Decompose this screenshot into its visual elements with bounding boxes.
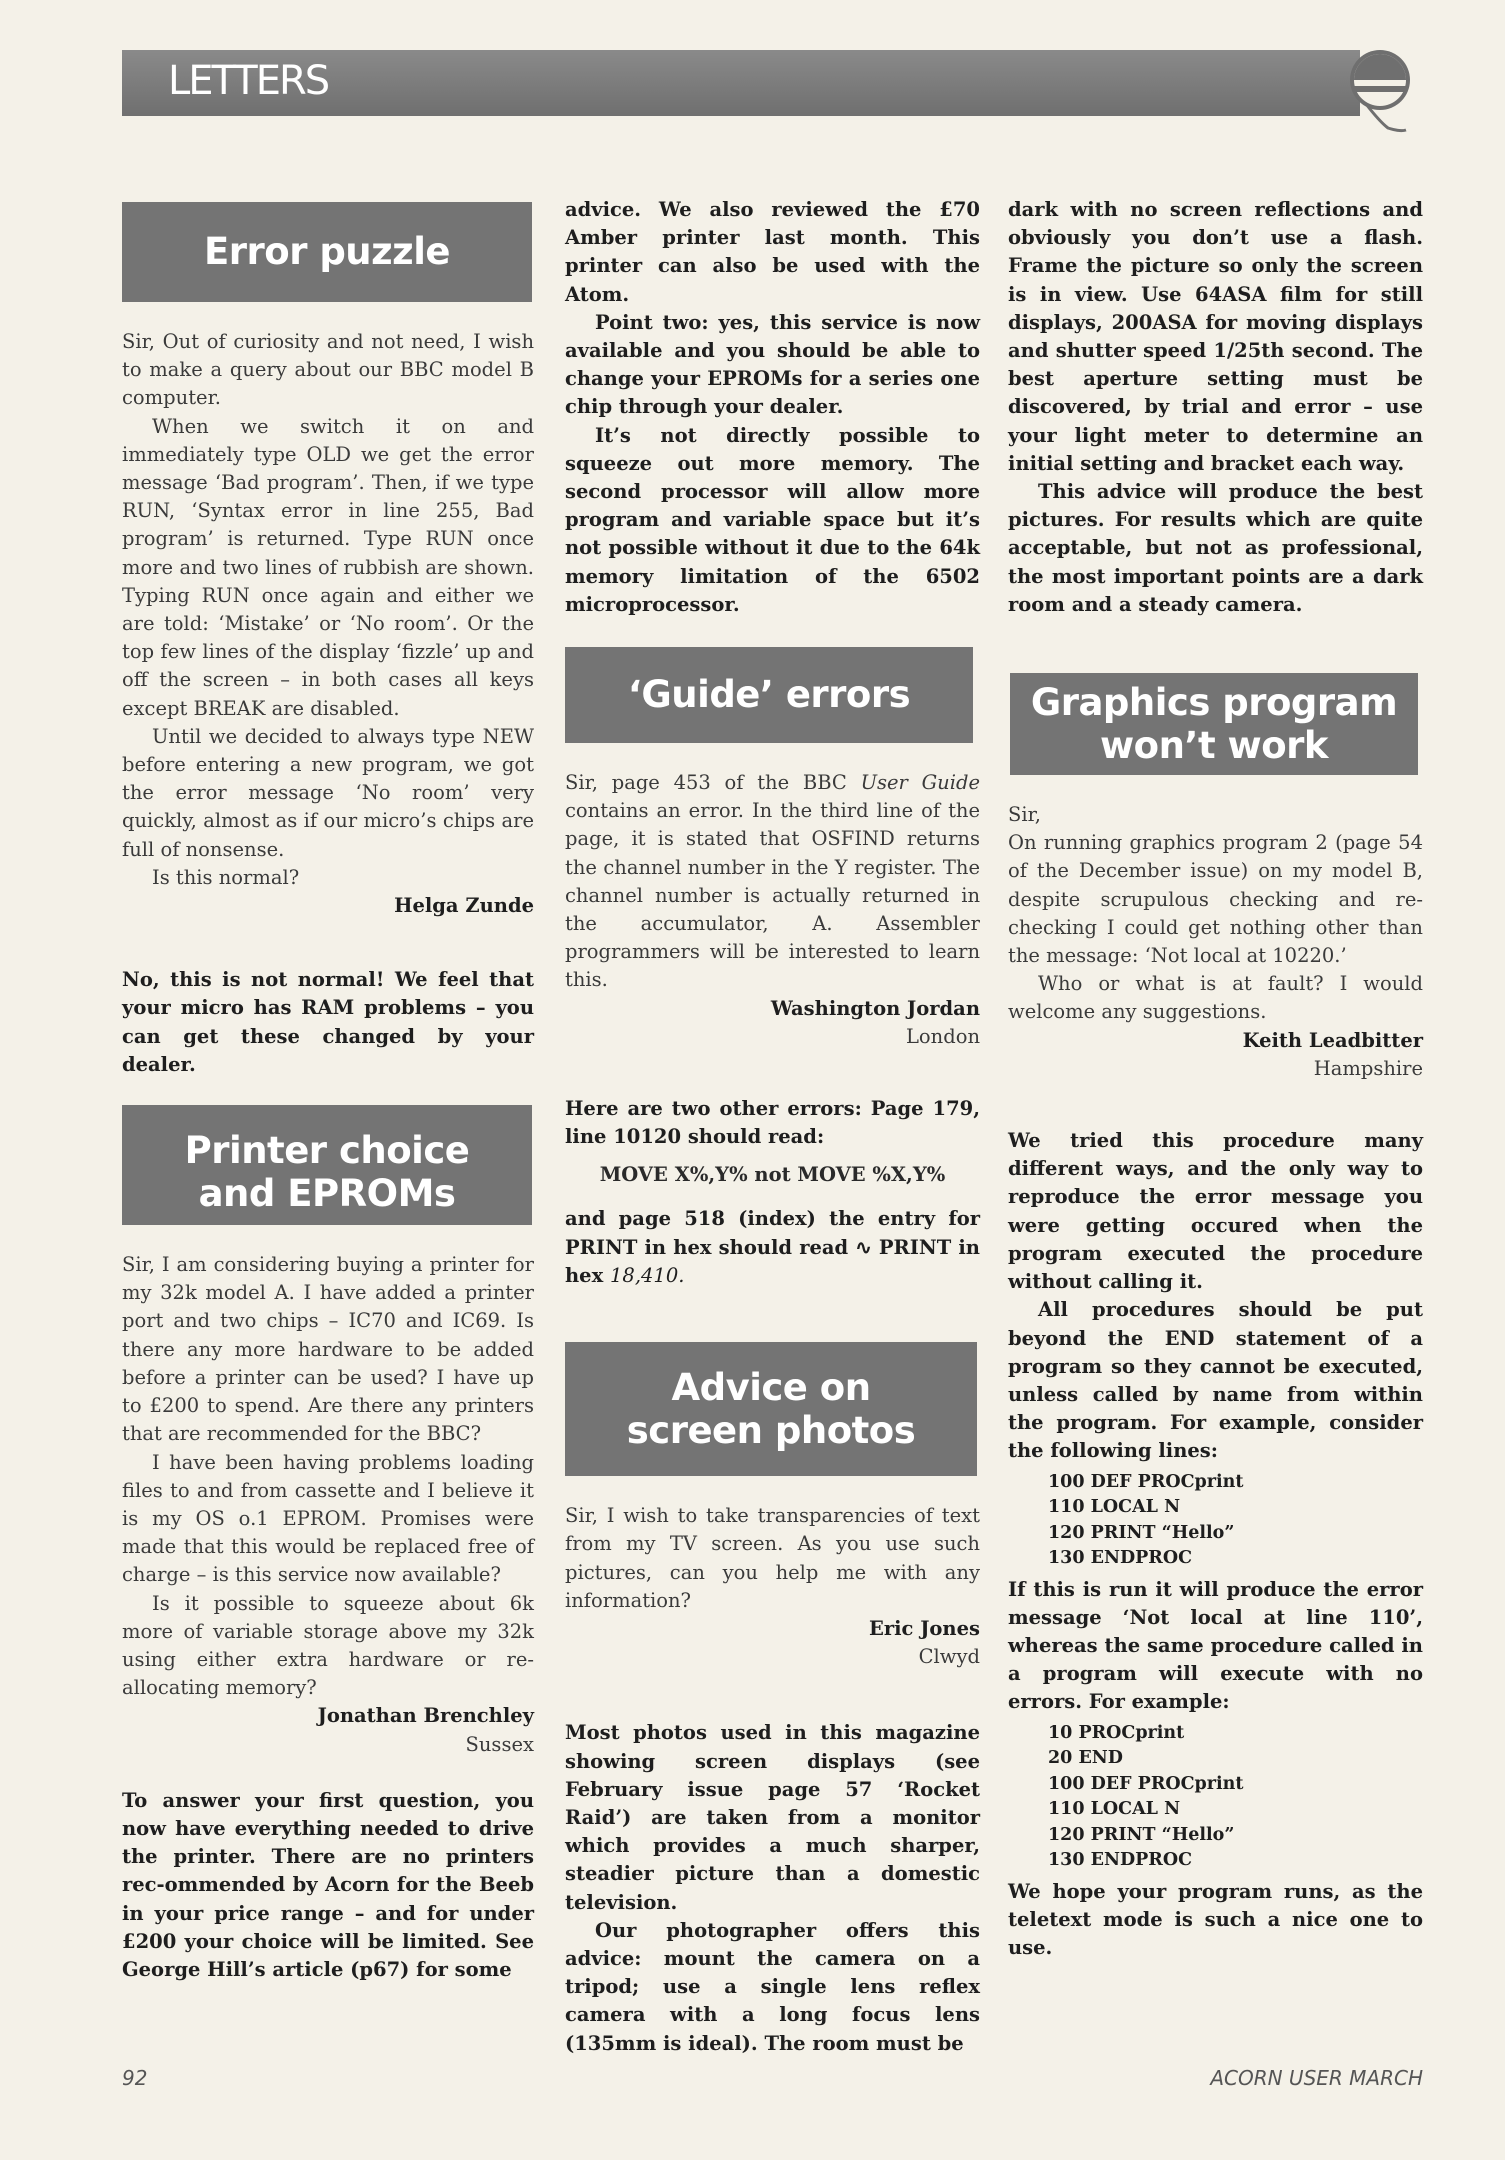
headline-advice-screen-photos [565, 1342, 977, 1476]
code-line: 10 PROCprint [1048, 1722, 1185, 1743]
editor-reply: Our photographer offers this advice: mount the camera on a tripod; use a single lens reflex camera with a long focus lens (135mm is ideal). The room must be [565, 1918, 980, 2055]
editor-reply: All procedures should be put beyond the END statement of a program so they cannot be executed, unless called by name from within the program. For example, consider the following lines: [1008, 1298, 1423, 1463]
code-line: 100 DEF PROCprint [1048, 1471, 1244, 1492]
code-line: MOVE X%,Y% not MOVE %X,Y% [599, 1163, 946, 1187]
editor-reply: Here are two other errors: Page 179, line 10120 should read: [565, 1097, 980, 1149]
letter-paragraph: Sir, I wish to take transparencies of text from my TV screen. As you use such pictures, can you help me with any information? [565, 1504, 980, 1612]
editor-reply [565, 1205, 980, 1290]
headline-line: Printer choice [184, 1129, 470, 1173]
letter-location: Sussex [465, 1732, 534, 1756]
headline-error-puzzle: Error puzzle [122, 202, 532, 302]
letter-paragraph: Is it possible to squeeze about 6k more of variable storage above my 32k using either extra hardware or re-allocating memory? [122, 1591, 534, 1700]
editor-reply: We hope your program runs, as the teletext mode is such a nice one to use. [1008, 1879, 1423, 1959]
code-line: 20 END [1048, 1748, 1123, 1769]
headline-guide-errors: ‘Guide’ errors [565, 647, 973, 743]
text-run-italic: User Guide [860, 771, 980, 795]
editor-reply: We tried this procedure many different ways, and the only way to reproduce the error message you were getting occured when the program executed the procedure without calling it. [1008, 1129, 1423, 1294]
column-2 [565, 196, 980, 2058]
code-line: 110 LOCAL N [1048, 1799, 1181, 1820]
headline-line: and EPROMs [198, 1172, 456, 1216]
code-line: 110 LOCAL N [1048, 1497, 1181, 1518]
code-line: 120 PRINT “Hello” [1048, 1824, 1235, 1845]
column-3 [1008, 196, 1423, 1962]
headline-graphics-program [1010, 673, 1418, 775]
headline-line: Advice on [671, 1366, 871, 1410]
code-listing [1048, 1721, 1423, 1874]
headline-line: screen photos [626, 1409, 916, 1453]
text-run: contains an error. In the third line of the page, it is stated that OSFIND returns the channel number in the Y register. The channel number is actually returned in the accumulator, A. Assembler programmers will be interested to learn this. [565, 799, 980, 992]
letter-paragraph: On running graphics program 2 (page 54 of the December issue) on my model B, despite scrupulous checking and re-checking I could get nothing other than the message: ‘Not local at 10220.’ [1008, 831, 1423, 968]
editor-reply: To answer your first question, you now have everything needed to drive the printer. There are no printers rec-ommended by Acorn for the Beeb in your price range – and for under £200 your choice will be limited. See George Hill’s article (p67) for some [122, 1788, 534, 1981]
editor-reply: advice. We also reviewed the £70 Amber printer last month. This printer can also be used with the Atom. [565, 198, 980, 306]
letter-paragraph: Sir, I am considering buying a printer for my 32k model A. I have added a printer port and two chips – IC70 and IC69. Is there any more hardware to be added before a printer can be used? I have up to £200 to spend. Are there any printers that are recommended for the BBC? [122, 1253, 534, 1446]
text-run: and page 518 (index) the entry for PRINT in hex should read ∿ PRINT in hex [565, 1207, 980, 1287]
letter-signature: Eric Jones [868, 1616, 980, 1640]
text-run-italic: 18,410. [610, 1263, 685, 1287]
editor-reply: Point two: yes, this service is now available and you should be able to change your EPROMs for a series one chip through your dealer. [565, 310, 980, 419]
editor-reply: No, this is not normal! We feel that your micro has RAM problems – you can get these changed by your dealer. [122, 968, 534, 1076]
text-run: Sir, page 453 of the BBC [565, 771, 861, 795]
letter-paragraph: Sir, Out of curiosity and not need, I wish to make a query about our BBC model B computer. [122, 330, 534, 410]
code-line: 130 ENDPROC [1048, 1850, 1193, 1871]
letter-paragraph: Who or what is at fault? I would welcome any suggestions. [1008, 972, 1423, 1024]
publication-footer: ACORN USER MARCH [1210, 2066, 1423, 2090]
code-listing [1048, 1470, 1423, 1572]
editor-reply: This advice will produce the best pictures. For results which are quite acceptable, but not as professional, the most important points are a dark room and a steady camera. [1008, 480, 1423, 616]
letter-signature: Washington Jordan [770, 996, 980, 1020]
editor-reply: If this is run it will produce the error message ‘Not local at line 110’, whereas the same procedure called in a program will execute with no errors. For example: [1008, 1577, 1423, 1714]
letter-paragraph: I have been having problems loading files to and from cassette and I believe it is my OS o.1 EPROM. Promises were made that this would be replaced free of charge – is this service now available? [122, 1450, 534, 1587]
letter-salutation: Sir, [1008, 803, 1041, 827]
code-line: 130 ENDPROC [1048, 1548, 1193, 1569]
headline-line: won’t work [1099, 724, 1329, 768]
letter-location: Hampshire [1313, 1056, 1423, 1080]
code-line: 120 PRINT “Hello” [1048, 1522, 1235, 1543]
letter-paragraph: Is this normal? [152, 865, 300, 889]
letter-location: London [905, 1024, 980, 1048]
page-number: 92 [122, 2066, 148, 2090]
letter-signature: Keith Leadbitter [1242, 1028, 1423, 1052]
letter-paragraph: When we switch it on and immediately type OLD we get the error message ‘Bad program’. Then, if we type RUN, ‘Syntax error in line 255, Bad program’ is returned. Type RUN once more and two lines of rubbish are shown. Typing RUN once again and either we are told: ‘Mistake’ or ‘No room’. Or the top few lines of the display ‘fizzle’ up and off the screen – in both cases all keys except BREAK are disabled. [122, 414, 534, 720]
headline-line: Graphics program [1030, 681, 1398, 725]
editor-reply: Most photos used in this magazine showing screen displays (see February issue page 57 ‘Rocket Raid’) are taken from a monitor which provides a much sharper, steadier picture than a domestic television. [565, 1721, 980, 1914]
editor-reply: dark with no screen reflections and obviously you don’t use a flash. Frame the picture so only the screen is in view. Use 64ASA film for still displays, 200ASA for moving displays and shutter speed 1/25th second. The best aperture setting must be discovered, by trial and error – use your light meter to determine an initial setting and bracket each way. [1008, 198, 1423, 475]
code-line: 100 DEF PROCprint [1048, 1773, 1244, 1794]
letter-location: Clwyd [918, 1645, 980, 1669]
editor-reply: It’s not directly possible to squeeze out more memory. The second processor will allow more program and variable space but it’s not possible without it due to the 64k memory limitation of the 6502 microprocessor. [565, 423, 980, 616]
letter-paragraph [565, 769, 980, 995]
letter-signature: Helga Zunde [394, 894, 534, 918]
letter-paragraph: Until we decided to always type NEW before entering a new program, we got the error message ‘No room’ very quickly, almost as if our micro’s chips are full of nonsense. [122, 724, 534, 861]
headline-printer-choice [122, 1105, 532, 1225]
acorn-logo-icon [1344, 34, 1416, 138]
column-1 [122, 196, 534, 1984]
letter-signature: Jonathan Brenchley [317, 1704, 534, 1728]
section-title: LETTERS [168, 58, 329, 104]
